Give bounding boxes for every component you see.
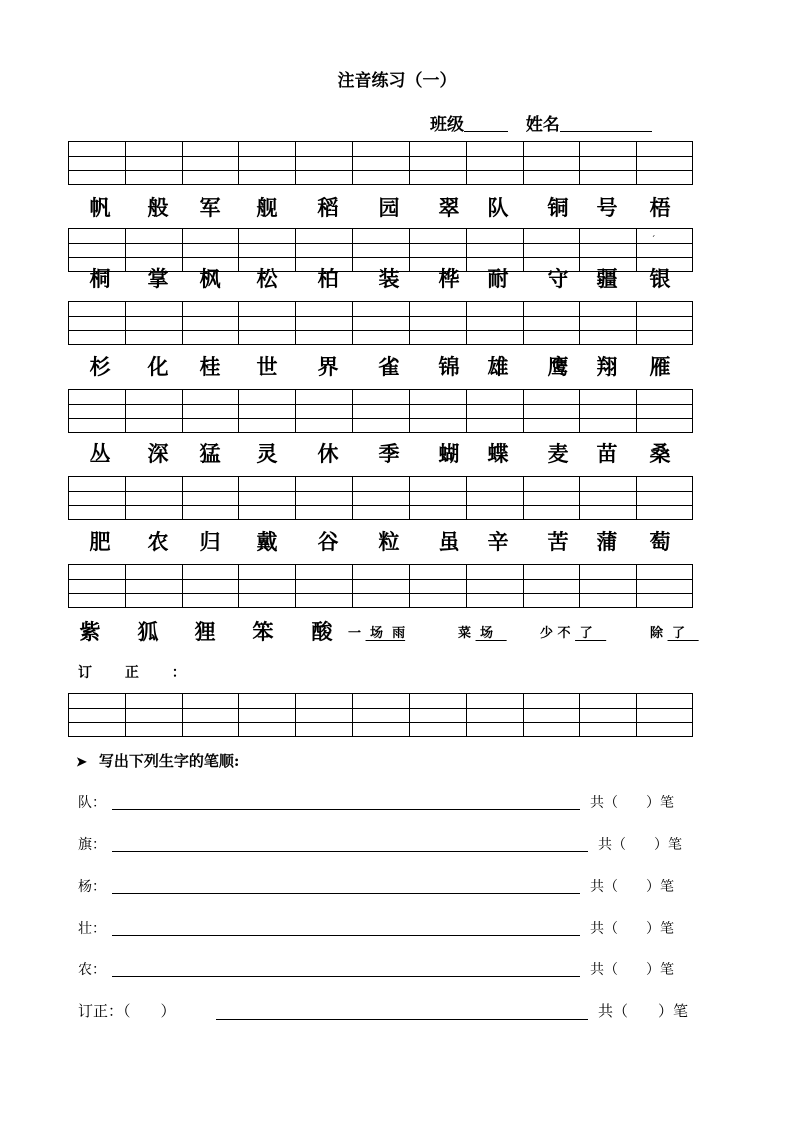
class-blank[interactable] [464,115,508,132]
grid-line [69,243,692,244]
grid-divider [466,302,467,344]
pinyin-grid[interactable] [68,476,693,520]
character: 笨 [252,619,274,644]
character: 世 [256,354,278,379]
answer-line[interactable] [112,809,580,810]
name-blank[interactable] [560,115,652,132]
grid-divider [409,142,410,184]
character: 雀 [378,354,400,379]
grid-divider [125,565,126,607]
grid-divider [579,302,580,344]
character: 休 [317,441,339,466]
grid-divider [466,390,467,432]
grid-divider [352,390,353,432]
character: 蒲 [596,529,618,554]
character-label: 旗： [78,837,106,853]
grid-divider [125,142,126,184]
character: 深 [147,441,169,466]
character: 虽 [438,529,460,554]
character: 舰 [256,195,278,220]
character: 桐 [89,266,111,291]
grid-divider [295,302,296,344]
stroke-count: 共（ ）笔 [590,795,674,811]
character: 枫 [199,266,221,291]
word-prefix: 除 [650,626,668,641]
word-underlined: 了 [667,626,699,641]
grid-divider [409,302,410,344]
pinyin-grid[interactable] [68,693,693,737]
character: 松 [256,266,278,291]
grid-divider [125,477,126,519]
grid-divider [523,390,524,432]
correction-label: 订 正 ： [78,665,200,681]
grid-divider [466,477,467,519]
character: 苦 [547,529,569,554]
word-item [540,626,606,642]
grid-divider [579,477,580,519]
grid-divider [352,142,353,184]
character: 狸 [194,619,216,644]
grid-divider [182,390,183,432]
grid-divider [579,694,580,736]
character-row [70,618,750,646]
grid-divider [409,694,410,736]
stroke-order-line [78,959,718,981]
name-label: 姓名 [525,115,560,135]
grid-divider [636,477,637,519]
grid-divider [238,565,239,607]
stroke-order-line [78,834,718,856]
character-label: 壮： [78,921,106,937]
grid-line [69,722,692,723]
character: 疆 [596,266,618,291]
character-row [70,265,750,293]
character: 杉 [89,354,111,379]
character: 雄 [487,354,509,379]
character: 柏 [317,266,339,291]
stroke-count: 共（ ）笔 [598,1002,689,1020]
character: 掌 [147,266,169,291]
character: 稻 [317,195,339,220]
grid-line [69,156,692,157]
character: 化 [147,354,169,379]
answer-line[interactable] [112,851,588,852]
character: 军 [199,195,221,220]
character: 丛 [89,441,111,466]
stroke-count: 共（ ）笔 [590,921,674,937]
character: 粒 [378,529,400,554]
stroke-order-line [78,792,718,814]
stroke-count: 共（ ）笔 [590,962,674,978]
character-label: 杨： [78,879,106,895]
grid-line [69,330,692,331]
grid-divider [182,142,183,184]
grid-divider [523,142,524,184]
character: 雁 [649,354,671,379]
grid-divider [182,477,183,519]
character: 帆 [89,195,111,220]
answer-line[interactable] [112,893,580,894]
character-row [70,194,750,222]
character: 谷 [317,529,339,554]
grid-divider [409,390,410,432]
character: 蝶 [487,441,509,466]
grid-divider [523,565,524,607]
word-prefix: 一 [348,626,366,641]
grid-divider [295,142,296,184]
grid-line [69,418,692,419]
character: 猛 [199,441,221,466]
grid-divider [636,694,637,736]
grid-divider [352,477,353,519]
grid-divider [182,565,183,607]
pinyin-grid[interactable] [68,389,693,433]
character: 戴 [256,529,278,554]
grid-divider [523,694,524,736]
character-row [70,353,750,381]
grid-divider [238,694,239,736]
character: 蝴 [438,441,460,466]
character: 翔 [596,354,618,379]
grid-divider [352,694,353,736]
grid-divider [238,390,239,432]
stroke-count: 共（ ）笔 [598,837,682,853]
character: 狐 [137,619,159,644]
character: 季 [378,441,400,466]
answer-line[interactable] [216,1019,588,1020]
character: 农 [147,529,169,554]
grid-divider [636,302,637,344]
word-underlined: 了 [575,626,607,641]
character: 灵 [256,441,278,466]
character: 队 [487,195,509,220]
stroke-order-heading [76,750,239,771]
grid-divider [238,477,239,519]
character-label: 农： [78,962,106,978]
grid-line [69,505,692,506]
tone-mark: ˊ [651,236,656,246]
class-name-line [430,110,652,135]
character: 归 [199,529,221,554]
character-row [70,440,750,468]
character: 酸 [311,619,333,644]
pinyin-grid[interactable] [68,141,693,185]
grid-line [69,708,692,709]
character-row [70,528,750,556]
character: 耐 [487,266,509,291]
character-label: 队： [78,795,106,811]
answer-line[interactable] [112,935,580,936]
character: 银 [649,266,671,291]
word-prefix: 少 不 [540,626,576,641]
stroke-order-line [78,876,718,898]
word-item [650,626,699,642]
character: 梧 [649,195,671,220]
grid-divider [523,477,524,519]
grid-divider [125,390,126,432]
grid-divider [295,390,296,432]
grid-divider [466,565,467,607]
answer-line[interactable] [112,976,580,977]
grid-divider [125,302,126,344]
class-label: 班级 [430,115,464,135]
grid-divider [466,694,467,736]
character: 号 [596,195,618,220]
grid-line [69,404,692,405]
grid-line [69,491,692,492]
arrow-bullet-icon: ➤ [76,755,87,770]
grid-divider [295,477,296,519]
grid-divider [352,302,353,344]
grid-divider [579,142,580,184]
grid-divider [579,565,580,607]
grid-divider [409,477,410,519]
grid-divider [409,565,410,607]
stroke-count: 共（ ）笔 [590,879,674,895]
grid-line [69,170,692,171]
word-underlined: 场 [475,626,507,641]
character: 辛 [487,529,509,554]
character: 桂 [199,354,221,379]
grid-divider [125,694,126,736]
grid-divider [636,565,637,607]
character: 萄 [649,529,671,554]
character: 鹰 [547,354,569,379]
pinyin-grid[interactable] [68,301,693,345]
grid-line [69,316,692,317]
word-prefix: 菜 [458,626,476,641]
grid-divider [523,302,524,344]
grid-divider [352,565,353,607]
grid-divider [636,142,637,184]
grid-line [69,257,692,258]
character: 肥 [89,529,111,554]
character: 桑 [649,441,671,466]
character: 园 [378,195,400,220]
character: 翠 [438,195,460,220]
word-item [458,626,507,642]
character: 麦 [547,441,569,466]
grid-divider [295,694,296,736]
stroke-heading-text: 写出下列生字的笔顺: [98,752,240,770]
grid-line [69,579,692,580]
grid-line [69,593,692,594]
grid-divider [636,390,637,432]
grid-divider [579,390,580,432]
correction-line [78,1000,718,1024]
word-item [348,626,405,642]
character: 装 [378,266,400,291]
correction-text: 订正：（ ） [78,1002,176,1020]
grid-divider [182,694,183,736]
character: 苗 [596,441,618,466]
character: 界 [317,354,339,379]
page-title: 注音练习（一） [337,71,457,91]
character: 紫 [79,619,101,644]
stroke-order-line [78,918,718,940]
character: 般 [147,195,169,220]
character: 铜 [547,195,569,220]
grid-divider [238,302,239,344]
pinyin-grid[interactable] [68,564,693,608]
character: 锦 [438,354,460,379]
grid-divider [295,565,296,607]
character: 守 [547,266,569,291]
word-underlined: 场 雨 [365,626,406,641]
character: 桦 [438,266,460,291]
grid-divider [466,142,467,184]
grid-divider [238,142,239,184]
grid-divider [182,302,183,344]
